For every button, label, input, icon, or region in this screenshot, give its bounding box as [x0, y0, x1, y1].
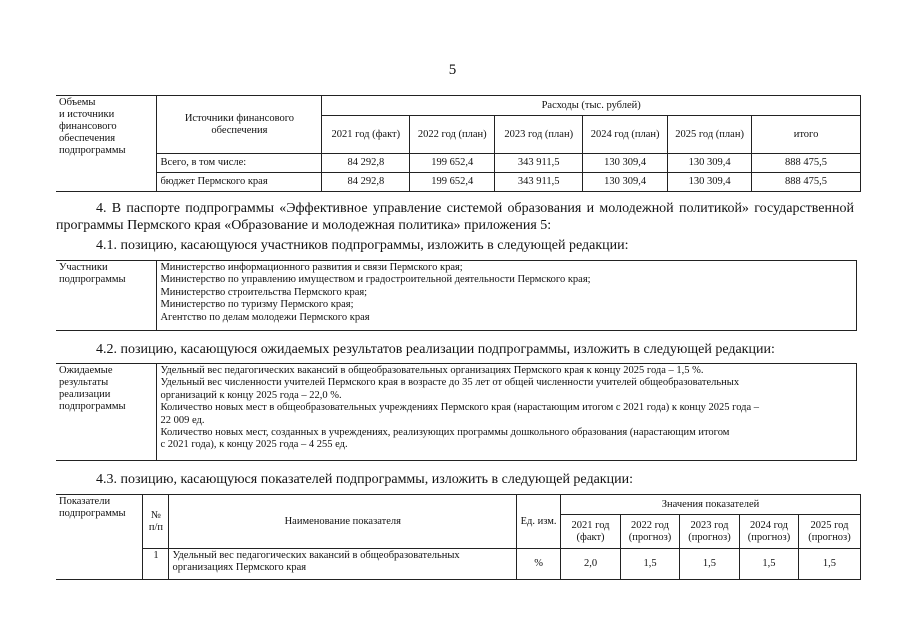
cell-value: 888 475,5 — [752, 173, 861, 192]
cell-value: 199 652,4 — [410, 173, 495, 192]
row-label: Всего, в том числе: — [157, 154, 322, 173]
participants-label: Участники подпрограммы — [56, 261, 157, 331]
indicators-table — [56, 494, 861, 580]
cell-value: 130 309,4 — [668, 173, 752, 192]
paragraph-4-3: 4.3. позицию, касающуюся показателей подпрограммы, изложить в следующей редакции: — [96, 472, 633, 487]
row-label: бюджет Пермского края — [157, 173, 322, 192]
table-row — [56, 154, 861, 173]
list-item: Министерство строительства Пермского края; — [160, 286, 368, 298]
cell-value: 130 309,4 — [583, 154, 668, 173]
values-header: Значения показателей — [561, 495, 861, 515]
cell-value: 84 292,8 — [322, 154, 410, 173]
paragraph-4-1: 4.1. позицию, касающуюся участников подпрограммы, изложить в следующей редакции: — [96, 238, 629, 253]
year-header: 2023 год (план) — [495, 116, 583, 154]
num-header: № п/п — [143, 495, 169, 549]
list-item: Министерство по туризму Пермского края; — [160, 299, 354, 311]
list-item: Министерство по управлению имуществом и градостроительной деятельности Пермского края; — [160, 274, 591, 286]
list-item: с 2021 года), к концу 2025 года – 4 255 ед. — [160, 439, 348, 451]
list-item: Агентство по делам молодежи Пермского края — [160, 311, 370, 323]
finance-table — [56, 95, 861, 192]
sources-header: Источники финансового обеспечения — [157, 96, 322, 154]
year-header: 2022 год (прогноз) — [621, 515, 680, 549]
year-header: 2021 год (факт) — [561, 515, 621, 549]
unit-header: Ед. изм. — [517, 495, 561, 549]
cell-value: 1,5 — [680, 549, 740, 580]
indicators-label: Показатели подпрограммы — [56, 495, 143, 580]
year-header: 2025 год (план) — [668, 116, 752, 154]
cell-value: 888 475,5 — [752, 154, 861, 173]
paragraph-4-2: 4.2. позицию, касающуюся ожидаемых результатов реализации подпрограммы, изложить в следующей редакции: — [96, 342, 775, 357]
participants-table — [56, 260, 857, 331]
year-header: 2022 год (план) — [410, 116, 495, 154]
year-header: 2021 год (факт) — [322, 116, 410, 154]
cell-value: 130 309,4 — [668, 154, 752, 173]
page-number: 5 — [448, 62, 457, 78]
participants-list — [157, 261, 857, 331]
paragraph-4: 4. В паспорте подпрограммы «Эффективное управление системой образования и молодежной политикой» государственной программы Пермского края «Образование и молодежная политика» приложения 5: — [56, 201, 854, 233]
list-item: Количество новых мест, созданных в учреждениях, реализующих программы дошкольного образования (нарастающим итогом — [160, 427, 730, 439]
cell-value: 130 309,4 — [583, 173, 668, 192]
table-row — [56, 549, 861, 580]
cell-value: 1,5 — [798, 549, 860, 580]
table-row — [56, 173, 861, 192]
results-list — [157, 364, 857, 461]
list-item: Министерство информационного развития и связи Пермского края; — [160, 262, 463, 273]
list-item: организаций к концу 2025 года – 22,0 %. — [160, 389, 342, 401]
cell-value: 343 911,5 — [495, 154, 583, 173]
name-header: Наименование показателя — [169, 495, 517, 549]
year-header: 2023 год (прогноз) — [680, 515, 740, 549]
row-number: 1 — [143, 549, 169, 580]
list-item: Удельный вес численности учителей Пермского края в возрасте до 35 лет от общей численности учителей общеобразовательных — [160, 377, 740, 389]
indicator-unit: % — [517, 549, 561, 580]
cell-value: 343 911,5 — [495, 173, 583, 192]
total-header: итого — [752, 116, 861, 154]
year-header: 2024 год (прогноз) — [739, 515, 798, 549]
results-table — [56, 363, 857, 461]
cell-value: 1,5 — [739, 549, 798, 580]
list-item: 22 009 ед. — [160, 414, 205, 426]
cell-value: 1,5 — [621, 549, 680, 580]
year-header: 2024 год (план) — [583, 116, 668, 154]
results-label: Ожидаемые результаты реализации подпрограммы — [56, 364, 157, 461]
indicator-name: Удельный вес педагогических вакансий в общеобразовательных организациях Пермского края — [169, 549, 517, 580]
list-item: Количество новых мест в общеобразовательных учреждениях Пермского края (нарастающим итогом с 2021 года) к концу 2025 года – — [160, 402, 760, 414]
finance-left-label: Объемы и источники финансового обеспечения подпрограммы — [56, 96, 157, 192]
year-header: 2025 год (прогноз) — [798, 515, 860, 549]
list-item: Удельный вес педагогических вакансий в общеобразовательных организациях Пермского края к концу 2025 года – 1,5 %. — [160, 365, 704, 376]
cell-value: 2,0 — [561, 549, 621, 580]
expenses-header: Расходы (тыс. рублей) — [322, 96, 861, 116]
cell-value: 84 292,8 — [322, 173, 410, 192]
cell-value: 199 652,4 — [410, 154, 495, 173]
